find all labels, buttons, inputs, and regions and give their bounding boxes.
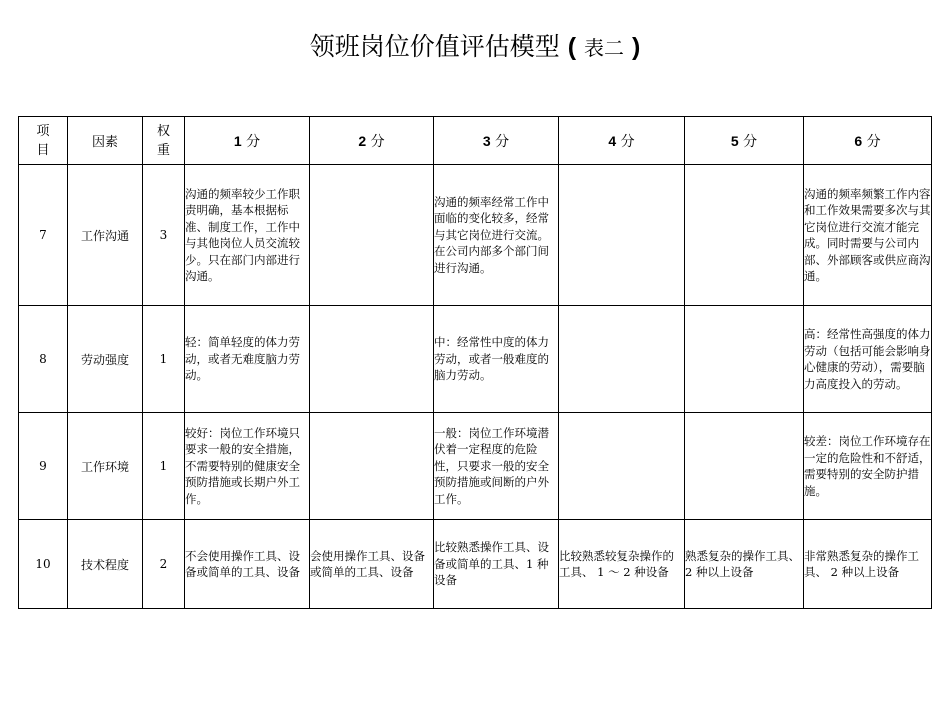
row-item-number: 7 (19, 165, 68, 306)
header-item: 项目 (19, 117, 68, 165)
score-cell-2 (310, 413, 434, 520)
evaluation-table (18, 116, 932, 609)
page-title (0, 30, 950, 65)
score-cell-3: 沟通的频率经常工作中面临的变化较多，经常与其它岗位进行交流。在公司内部多个部门间进行沟通。 (434, 165, 559, 306)
header-score-2: 2 分 (310, 117, 434, 165)
header-row (19, 117, 932, 165)
header-score-5: 5 分 (685, 117, 804, 165)
score-cell-1: 不会使用操作工具、设备或简单的工具、设备 (185, 520, 310, 609)
score-cell-1: 轻：简单轻度的体力劳动，或者无难度脑力劳动。 (185, 306, 310, 413)
header-score-3: 3 分 (434, 117, 559, 165)
table-row (19, 520, 932, 609)
title-main: 领班岗位价值评估模型 (309, 32, 560, 61)
row-factor: 工作沟通 (68, 165, 143, 306)
score-cell-5 (685, 165, 804, 306)
score-cell-6: 较差：岗位工作环境存在一定的危险性和不舒适，需要特别的安全防护措施。 (804, 413, 932, 520)
score-cell-1: 沟通的频率较少工作职责明确，基本根据标准、制度工作，工作中与其他岗位人员交流较少。只在部门内部进行沟通。 (185, 165, 310, 306)
row-item-number: 8 (19, 306, 68, 413)
header-score-1: 1 分 (185, 117, 310, 165)
score-cell-6: 非常熟悉复杂的操作工具、 2 种以上设备 (804, 520, 932, 609)
score-cell-5 (685, 413, 804, 520)
row-factor: 技术程度 (68, 520, 143, 609)
score-cell-3: 比较熟悉操作工具、设备或简单的工具、1 种设备 (434, 520, 559, 609)
table-row (19, 413, 932, 520)
row-weight: 3 (143, 165, 185, 306)
score-cell-5 (685, 306, 804, 413)
score-cell-3: 一般：岗位工作环境潜伏着一定程度的危险性，只要求一般的安全预防措施或间断的户外工作。 (434, 413, 559, 520)
table-row (19, 306, 932, 413)
row-item-number: 9 (19, 413, 68, 520)
header-weight: 权重 (143, 117, 185, 165)
score-cell-5: 熟悉复杂的操作工具、 2 种以上设备 (685, 520, 804, 609)
score-cell-2 (310, 306, 434, 413)
score-cell-3: 中：经常性中度的体力劳动，或者一般难度的脑力劳动。 (434, 306, 559, 413)
header-factor: 因素 (68, 117, 143, 165)
header-score-4: 4 分 (559, 117, 685, 165)
score-cell-6: 沟通的频率频繁工作内容和工作效果需要多次与其它岗位进行交流才能完成。同时需要与公司内部、外部顾客或供应商沟通。 (804, 165, 932, 306)
row-factor: 工作环境 (68, 413, 143, 520)
score-cell-4 (559, 306, 685, 413)
score-cell-2 (310, 165, 434, 306)
row-weight: 2 (143, 520, 185, 609)
score-cell-6: 高：经常性高强度的体力劳动（包括可能会影响身心健康的劳动），需要脑力高度投入的劳动。 (804, 306, 932, 413)
score-cell-1: 较好：岗位工作环境只要求一般的安全措施，不需要特别的健康安全预防措施或长期户外工作。 (185, 413, 310, 520)
title-open-paren: ( (567, 33, 577, 61)
row-weight: 1 (143, 413, 185, 520)
score-cell-4 (559, 413, 685, 520)
title-subtitle: 表二 (583, 36, 624, 60)
row-item-number: 10 (19, 520, 68, 609)
score-cell-4: 比较熟悉较复杂操作的工具、 1 ～ 2 种设备 (559, 520, 685, 609)
table-row (19, 165, 932, 306)
score-cell-4 (559, 165, 685, 306)
score-cell-2: 会使用操作工具、设备或简单的工具、设备 (310, 520, 434, 609)
row-factor: 劳动强度 (68, 306, 143, 413)
row-weight: 1 (143, 306, 185, 413)
title-close-paren: ) (631, 33, 641, 61)
header-score-6: 6 分 (804, 117, 932, 165)
